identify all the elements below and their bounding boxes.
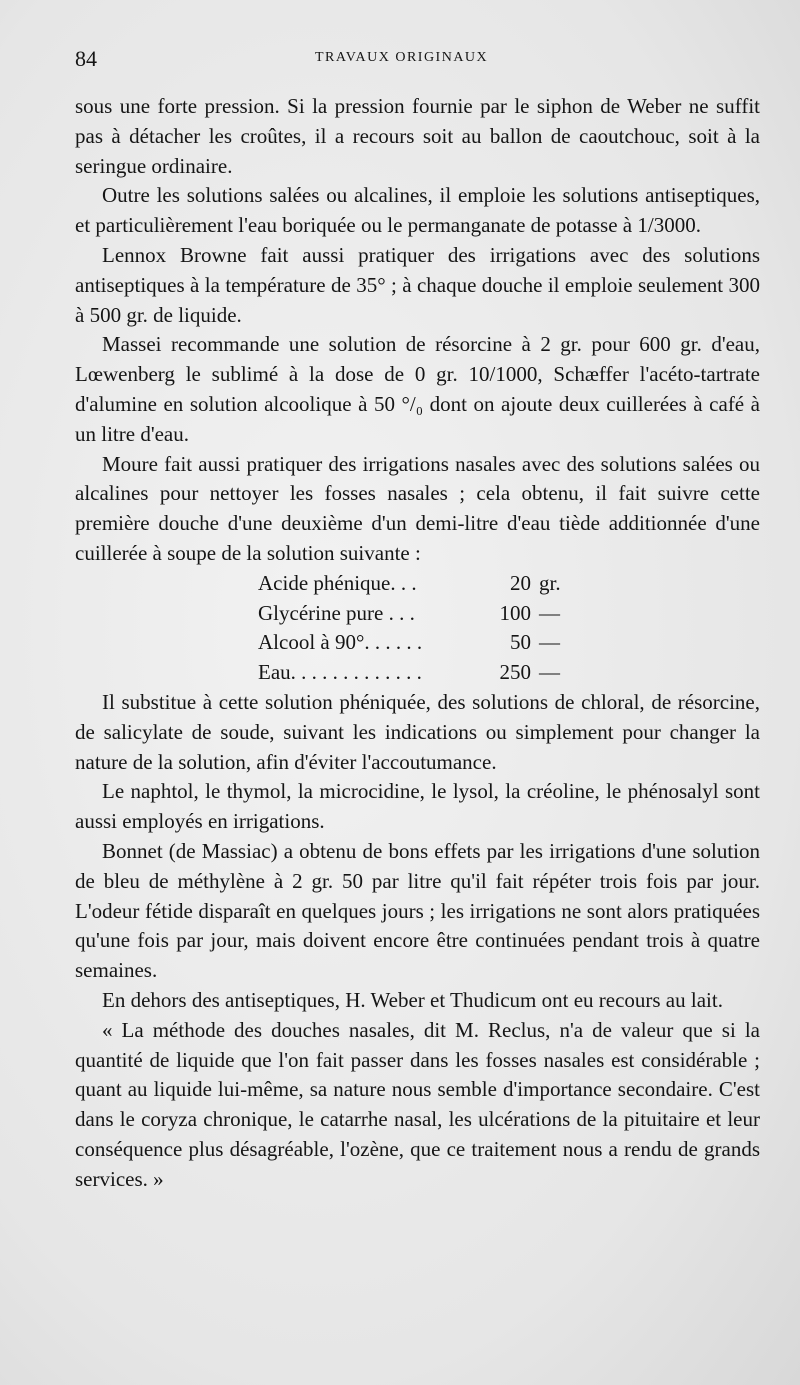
recipe-row bbox=[258, 628, 760, 658]
unit: — bbox=[539, 660, 560, 685]
recipe-row bbox=[258, 599, 760, 629]
body-text bbox=[75, 92, 760, 1194]
paragraph: Lennox Browne fait aussi pratiquer des irrigations avec des solutions antiseptiques à la température de 35° ; à chaque douche il emploie seulement 300 à 500 gr. de liquide. bbox=[75, 242, 760, 327]
recipe-row bbox=[258, 658, 760, 688]
running-title: TRAVAUX ORIGINAUX bbox=[315, 50, 489, 65]
recipe-table bbox=[258, 569, 760, 688]
ingredient: Glycérine pure . . . bbox=[258, 600, 415, 625]
unit: — bbox=[539, 600, 560, 625]
paragraph: « La méthode des douches nasales, dit M. Reclus, n'a de valeur que si la quantité de liquide que l'on fait passer dans les fosses nasales est considérable ; quant au liquide lui-même, sa nature nous semble d'importance secondaire. C'est dans le coryza chronique, le catarrhe nasal, les ulcérations de la pituitaire et leur conséquence plus désagréable, l'ozène, que ce traitement nous a rendu de grands services. » bbox=[75, 1017, 760, 1191]
paragraph: Il substitue à cette solution phéniquée, des solutions de chloral, de résorcine, de salicylate de soude, suivant les indications ou simplement pour changer la nature de la solution, afin d'éviter l'accoutumance. bbox=[75, 689, 760, 774]
running-head bbox=[75, 46, 755, 76]
paragraph: Moure fait aussi pratiquer des irrigations nasales avec des solutions salées ou alcalines pour nettoyer les fosses nasales ; cela obtenu, il fait suivre cette première douche d'une deuxième d'un demi-litre d'eau tiède additionnée d'une cuillerée à soupe de la solution suivante : bbox=[75, 451, 760, 565]
unit: gr. bbox=[539, 570, 561, 595]
quantity: 50 bbox=[510, 630, 531, 655]
ingredient: Acide phénique. . . bbox=[258, 570, 417, 595]
quantity: 100 bbox=[499, 600, 531, 625]
paragraph: En dehors des antiseptiques, H. Weber et Thudicum ont eu recours au lait. bbox=[102, 987, 723, 1012]
ingredient: Eau. . . . . . . . . . . . . bbox=[258, 660, 422, 685]
paragraph: Massei recommande une solution de résorcine à 2 gr. pour 600 gr. d'eau, Lœwenberg le sublimé à la dose de 0 gr. 10/1000, Schæffer l'acéto-tartrate d'alumine en solution alcoolique à 50 °/₀ dont on ajoute deux cuillerées à café à un litre d'eau. bbox=[75, 332, 760, 446]
paragraph: sous une forte pression. Si la pression fournie par le siphon de Weber ne suffit pas à détacher les croûtes, il a recours soit au ballon de caoutchouc, soit à la seringue ordinaire. bbox=[75, 94, 760, 178]
unit: — bbox=[539, 630, 560, 655]
ingredient: Alcool à 90°. . . . . . bbox=[258, 630, 423, 655]
paragraph: Le naphtol, le thymol, la microcidine, le lysol, la créoline, le phénosalyl sont aussi employés en irrigations. bbox=[75, 779, 760, 834]
quantity: 20 bbox=[510, 570, 531, 595]
paragraph: Outre les solutions salées ou alcalines, il emploie les solutions antiseptiques, et particulièrement l'eau boriquée ou le permanganate de potasse à 1/3000. bbox=[75, 183, 760, 238]
paragraph: Bonnet (de Massiac) a obtenu de bons effets par les irrigations d'une solution de bleu de méthylène à 2 gr. 50 par litre qu'il fait répéter trois fois par jour. L'odeur fétide disparaît en quelques jours ; les irrigations ne sont alors pratiquées qu'une fois par jour, mais doivent encore être continuées pendant trois à quatre semaines. bbox=[75, 838, 760, 983]
recipe-row bbox=[258, 569, 760, 599]
quantity: 250 bbox=[499, 660, 531, 685]
page-number: 84 bbox=[75, 46, 97, 71]
